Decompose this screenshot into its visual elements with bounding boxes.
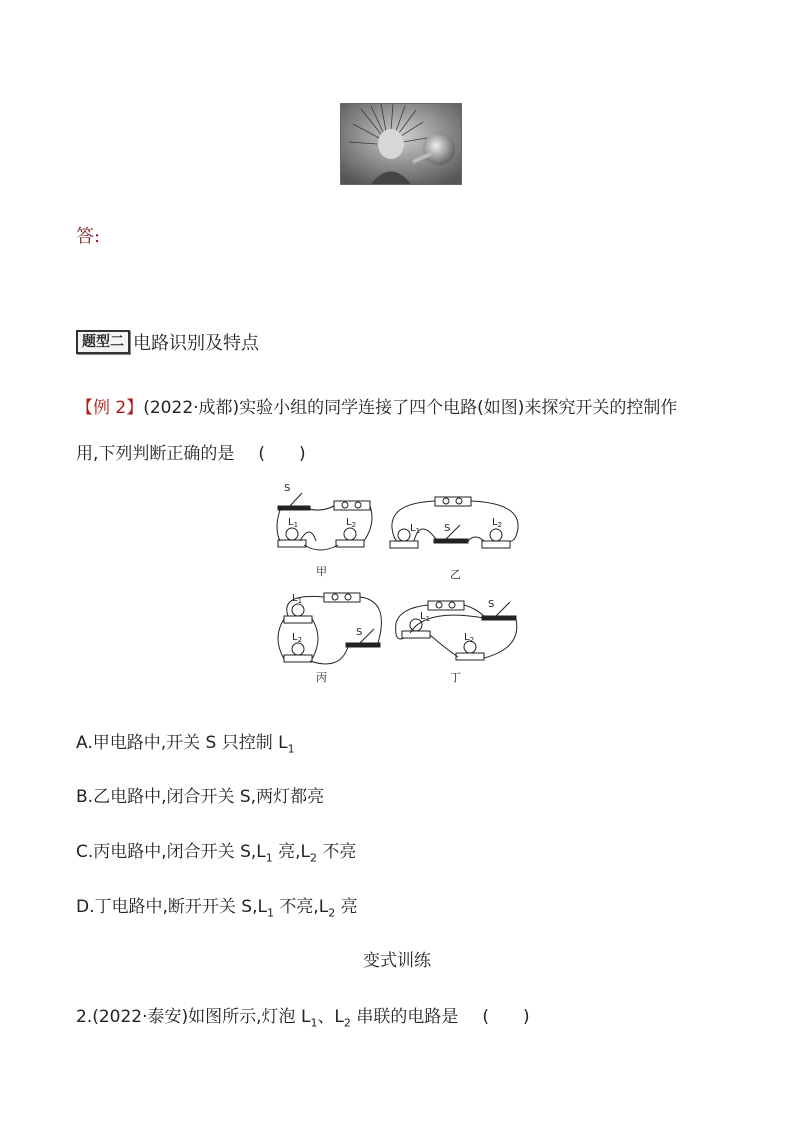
- jia-lamp1-label: $L_1$: [288, 517, 299, 529]
- option-d[interactable]: [76, 892, 358, 919]
- yi-wire-4: [468, 537, 484, 541]
- ding-lamp1-label: $L_1$: [420, 611, 431, 623]
- yi-battery: [435, 497, 471, 506]
- jia-lamp1: [286, 528, 298, 540]
- bing-battery: [324, 593, 360, 602]
- option-b-text: B.乙电路中,闭合开关 S,两灯都亮: [76, 787, 325, 807]
- variant-training-title: 变式训练: [363, 951, 431, 971]
- option-c-mid: 亮,L: [272, 842, 311, 862]
- q2-answer-paren: ( ): [482, 1007, 530, 1027]
- ding-battery: [428, 601, 464, 610]
- caption-jia: 甲: [316, 565, 327, 578]
- bing-lamp1-base: [284, 616, 312, 623]
- bing-lamp1-label: $L_1$: [292, 593, 303, 605]
- jia-lamp1-base: [278, 540, 306, 547]
- q2-pre: 2.(2022·泰安)如图所示,灯泡 L: [76, 1007, 311, 1027]
- q2-sub2: 2: [343, 1016, 351, 1030]
- photo-image: [341, 104, 461, 184]
- yi-switch-label: S: [444, 523, 451, 534]
- caption-bing: 丙: [316, 671, 327, 684]
- bing-battery-cell-2: [345, 594, 351, 600]
- q2-sub1: 1: [310, 1016, 318, 1030]
- example-2-text-line1: 实验小组的同学连接了四个电路(如图)来探究开关的控制作: [239, 398, 678, 418]
- bing-lamp2-base: [284, 655, 312, 662]
- option-d-sub1: 1: [266, 906, 274, 920]
- bing-switch-base: [346, 643, 380, 647]
- jia-lamp2-label: $L_2$: [346, 517, 357, 529]
- ding-lamp2-base: [456, 653, 484, 660]
- example-2-line1: [76, 385, 726, 431]
- jia-wire-1: [277, 510, 280, 541]
- ding-battery-cell-2: [449, 602, 455, 608]
- ding-battery-cell-1: [436, 602, 442, 608]
- section-tag: 题型二: [76, 330, 130, 354]
- yi-lamp1-label: $L_1$: [410, 523, 421, 535]
- ding-wire-3: [484, 619, 517, 658]
- ding-switch-label: S: [488, 599, 495, 610]
- example-2-label: 【例 2】: [76, 398, 144, 418]
- jia-wire-3: [364, 506, 372, 541]
- yi-lamp2: [490, 529, 502, 541]
- option-d-pre: D.丁电路中,断开开关 S,L: [76, 897, 267, 917]
- yi-lamp1: [398, 529, 410, 541]
- option-a-sub: 1: [287, 742, 295, 756]
- section-title: 电路识别及特点: [133, 333, 259, 354]
- example-2-source: (2022·成都): [143, 398, 240, 418]
- ding-switch-base: [482, 616, 516, 620]
- bing-wire-1: [278, 619, 284, 659]
- option-a-text: A.甲电路中,开关 S 只控制 L: [76, 733, 288, 753]
- caption-ding: 丁: [450, 671, 461, 684]
- yi-lamp1-base: [390, 541, 418, 548]
- option-d-post: 亮: [335, 897, 358, 917]
- option-c[interactable]: [76, 837, 356, 864]
- question-2: [76, 1002, 530, 1029]
- option-c-pre: C.丙电路中,闭合开关 S,L: [76, 842, 266, 862]
- option-d-mid: 不亮,L: [273, 897, 329, 917]
- circuit-diagrams-svg: [270, 483, 530, 688]
- jia-switch-label: S: [284, 483, 291, 494]
- option-c-sub2: 2: [310, 851, 318, 865]
- option-a[interactable]: [76, 728, 295, 755]
- bing-lamp2-label: $L_2$: [292, 632, 303, 644]
- example-2-question: [76, 385, 726, 477]
- bing-wire-2: [312, 619, 318, 659]
- jia-battery: [334, 501, 370, 510]
- ding-lamp1-base: [402, 631, 430, 638]
- option-d-sub2: 2: [328, 906, 336, 920]
- circuit-diagrams: [270, 483, 530, 688]
- option-c-sub1: 1: [265, 851, 273, 865]
- bing-switch-label: S: [356, 627, 363, 638]
- photo-girl-static-hair: [340, 103, 462, 185]
- jia-battery-cell-2: [355, 502, 361, 508]
- circuit-ding: [396, 601, 517, 660]
- answer-label: 答:: [76, 226, 101, 247]
- jia-lamp2: [344, 528, 356, 540]
- bing-battery-cell-1: [332, 594, 338, 600]
- bing-lamp2: [292, 643, 304, 655]
- caption-yi: 乙: [450, 568, 461, 581]
- yi-lamp2-label: $L_2$: [492, 517, 503, 529]
- ding-wire-4: [430, 635, 458, 657]
- yi-lamp2-base: [482, 541, 510, 548]
- yi-switch-base: [434, 539, 468, 543]
- yi-battery-cell-1: [443, 498, 449, 504]
- jia-wire-4: [304, 545, 338, 550]
- answer-paren: ( ): [258, 444, 306, 464]
- ding-wire-2: [464, 605, 484, 616]
- jia-lamp2-base: [336, 540, 364, 547]
- option-c-post: 不亮: [317, 842, 357, 862]
- q2-mid: 、L: [317, 1007, 344, 1027]
- bing-wire-4: [360, 597, 381, 643]
- jia-battery-cell-1: [342, 502, 348, 508]
- bing-lamp1: [292, 604, 304, 616]
- yi-battery-cell-2: [456, 498, 462, 504]
- example-2-text-line2: 用,下列判断正确的是: [76, 444, 235, 464]
- ding-switch-lever: [496, 602, 510, 616]
- jia-switch-lever: [290, 493, 302, 506]
- option-b[interactable]: [76, 782, 324, 807]
- ding-lamp2-label: $L_2$: [464, 632, 475, 644]
- jia-switch-base: [278, 506, 310, 510]
- example-2-line2: [76, 431, 726, 477]
- q2-post: 串联的电路是: [350, 1007, 459, 1027]
- section-heading: [76, 329, 259, 355]
